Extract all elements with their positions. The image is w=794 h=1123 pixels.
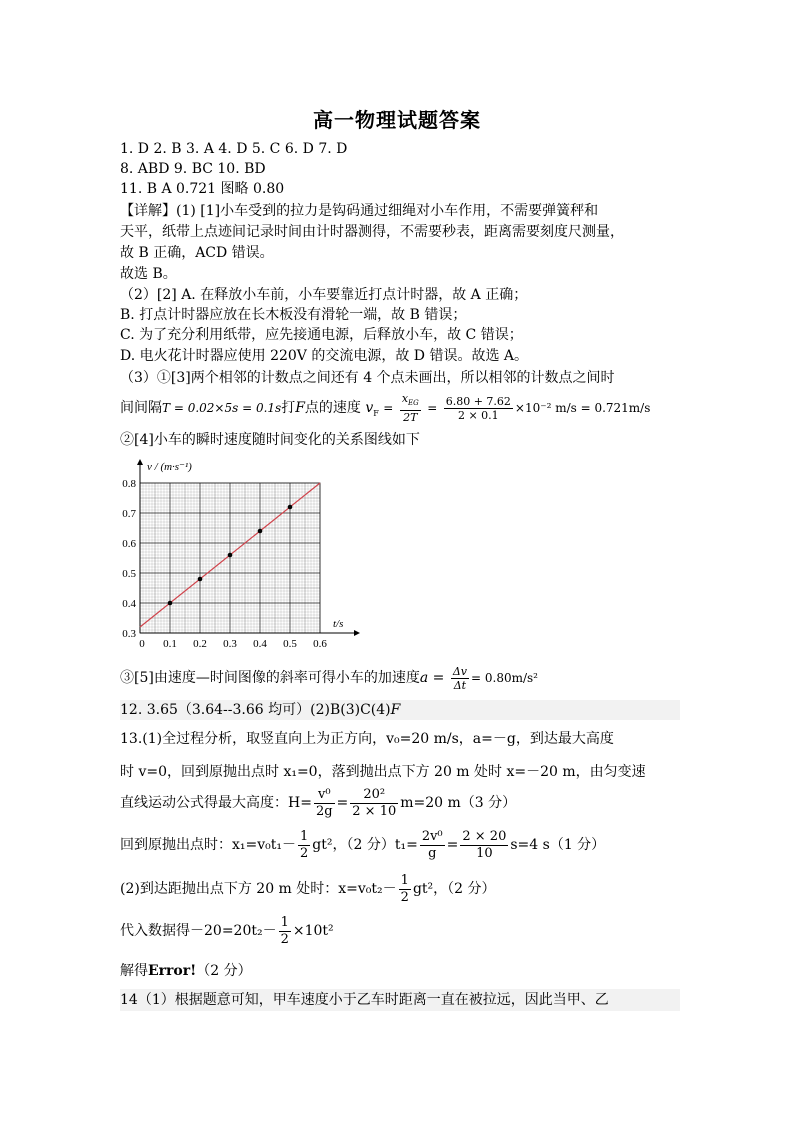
error-field: Error!: [148, 963, 197, 979]
q11-detail-3: 故 B 正确，ACD 错误。: [120, 245, 274, 261]
fraction: [420, 829, 445, 862]
q11-detail-6: B. 打点计时器应放在长木板没有滑轮一端，故 B 错误；: [120, 307, 467, 323]
formula-text: m=20 m（3 分）: [400, 795, 517, 811]
formula-text: EG: [408, 399, 419, 408]
x-tick-label: 0.2: [193, 638, 207, 650]
x-axis-label: t/s: [333, 618, 344, 630]
q13-line-5: [120, 872, 680, 906]
formula-text: 12. 3.65（3.64--3.66 均可）(2)B(3)C(4): [120, 702, 391, 718]
formula-text: = 0.80m/s²: [471, 671, 538, 685]
fraction: [298, 829, 310, 862]
x-tick-label: 0.1: [163, 638, 177, 650]
formula-text: T = 0.02×5s = 0.1s: [162, 401, 282, 416]
y-axis-label: v / (m·s⁻¹): [147, 461, 192, 473]
formula-text: 回到原抛出点时：x₁=v₀t₁－: [120, 837, 296, 853]
fraction: [451, 665, 469, 692]
q14-line-1: 14（1）根据题意可知，甲车速度小于乙车时距离一直在被拉远，因此当甲、乙: [120, 989, 680, 1011]
q11-velocity-formula: [120, 392, 680, 428]
q11-detail-5: （2）[2] A. 在释放小车前，小车要靠近打点计时器，故 A 正确；: [120, 287, 528, 303]
formula-text: =: [336, 795, 349, 811]
fraction: [399, 873, 411, 906]
formula-text: ×10⁻² m/s = 0.721m/s: [514, 401, 651, 416]
formula-text: 1: [400, 872, 409, 888]
formula-text: 1: [280, 914, 289, 930]
q11-graph-intro: ②[4]小车的瞬时速度随时间变化的关系图线如下: [120, 432, 420, 448]
fraction: [400, 392, 421, 424]
q11-detail-9: （3）①[3]两个相邻的计数点之间还有 4 个点未画出，所以相邻的计数点之间时: [120, 370, 615, 386]
formula-text: =: [446, 837, 459, 853]
data-point: [288, 505, 293, 510]
formula-text: (2)到达距抛出点下方 20 m 处时：x=v₀t₂－: [120, 881, 397, 897]
formula-text: 2 × 20: [462, 828, 507, 844]
formula-text: 1: [300, 828, 309, 844]
q11-detail-2: 天平，纸带上点迹间记录时间由计时器测得，不需要秒表，距离需要刻度尺测量，: [120, 224, 624, 240]
formula-text: g: [428, 845, 437, 861]
formula-text: 2 × 0.1: [457, 408, 499, 422]
q13-line-3: [120, 786, 680, 820]
formula-text: x: [401, 392, 409, 405]
fraction: [460, 829, 508, 862]
q13-line-7: [120, 960, 680, 982]
formula-text: ③[5]由速度—时间图像的斜率可得小车的加速度: [120, 670, 420, 686]
formula-text: （2 分）: [196, 963, 252, 979]
x-tick-label: 0.4: [253, 638, 267, 650]
q13-line-1: 13.(1)全过程分析，取竖直向上为正方向，v₀=20 m/s，a=－g，到达最大高度: [120, 731, 614, 747]
formula-text: Δv: [452, 664, 468, 678]
q12-answer: [120, 700, 680, 720]
formula-text: 2 × 10: [352, 803, 397, 819]
formula-text: gt²，（2 分）: [412, 881, 496, 897]
y-tick-label: 0.3: [122, 628, 136, 640]
formula-text: 2: [400, 889, 409, 905]
formula-text: F: [295, 400, 305, 417]
y-tick-label: 0.8: [122, 478, 136, 490]
fraction: [350, 787, 398, 820]
q13-line-2: 时 v=0，回到原抛出点时 x₁=0，落到抛出点下方 20 m 处时 x=－20 m，由匀变速: [120, 764, 646, 780]
x-tick-label: 0: [139, 638, 145, 650]
formula-text: s=4 s（1 分）: [510, 837, 606, 853]
formula-text: 点的速度: [304, 400, 361, 417]
velocity-time-chart: [115, 452, 365, 652]
formula-text: F: [373, 408, 379, 418]
formula-text: =: [432, 670, 445, 686]
q11-acceleration: [120, 664, 680, 692]
formula-text: ×10t²: [292, 923, 334, 939]
fraction: [444, 395, 513, 422]
formula-text: 2v⁰: [421, 828, 443, 844]
answer-row-2: 8. ABD 9. BC 10. BD: [120, 161, 266, 177]
answer-row-3: 11. B A 0.721 图略 0.80: [120, 181, 285, 197]
data-point: [258, 529, 263, 534]
fraction: [314, 787, 335, 820]
formula-text: F: [390, 702, 401, 718]
y-tick-label: 0.4: [122, 598, 136, 610]
formula-text: 2T: [403, 411, 418, 425]
q11-detail-4: 故选 B。: [120, 266, 177, 282]
formula-text: 解得: [120, 963, 148, 979]
formula-text: 20²: [350, 787, 398, 804]
formula-text: v⁰: [314, 787, 335, 804]
formula-text: =: [383, 401, 394, 416]
formula-text: 代入数据得－20=20t₂－: [120, 923, 277, 939]
y-tick-label: 0.7: [122, 508, 136, 520]
formula-text: v: [365, 400, 374, 417]
q11-detail-7: C. 为了充分利用纸带，应先接通电源，后释放小车，故 C 错误；: [120, 327, 523, 343]
formula-text: 10: [476, 845, 493, 861]
formula-text: a: [419, 670, 429, 686]
q13-line-6: [120, 914, 680, 948]
page-title: 高一物理试题答案: [313, 108, 481, 132]
formula-text: Δt: [453, 678, 467, 692]
x-tick-label: 0.5: [283, 638, 297, 650]
x-tick-label: 0.3: [223, 638, 237, 650]
q11-detail-8: D. 电火花计时器应使用 220V 的交流电源，故 D 错误。故选 A。: [120, 348, 529, 364]
formula-text: 2: [280, 931, 289, 947]
y-tick-label: 0.5: [122, 568, 136, 580]
formula-text: =: [427, 401, 438, 416]
formula-text: 2g: [315, 803, 333, 819]
formula-text: 间间隔: [120, 400, 162, 417]
data-point: [168, 601, 173, 606]
formula-text: 2: [300, 845, 309, 861]
formula-text: 6.80 + 7.62: [445, 394, 511, 408]
q11-detail-1: 【详解】(1) [1]小车受到的拉力是钩码通过细绳对小车作用，不需要弹簧秤和: [120, 203, 599, 219]
x-tick-labels: [139, 638, 327, 650]
data-point: [198, 577, 203, 582]
fraction: [279, 915, 291, 948]
q13-line-4: [120, 828, 680, 862]
formula-text: 打: [281, 400, 296, 417]
y-tick-label: 0.6: [122, 538, 136, 550]
answer-row-1: 1. D 2. B 3. A 4. D 5. C 6. D 7. D: [120, 141, 348, 157]
x-tick-label: 0.6: [313, 638, 327, 650]
formula-text: gt²，（2 分）t₁=: [312, 837, 418, 853]
y-tick-labels: [122, 478, 136, 640]
data-point: [228, 553, 233, 558]
formula-text: 直线运动公式得最大高度：H=: [120, 795, 312, 811]
